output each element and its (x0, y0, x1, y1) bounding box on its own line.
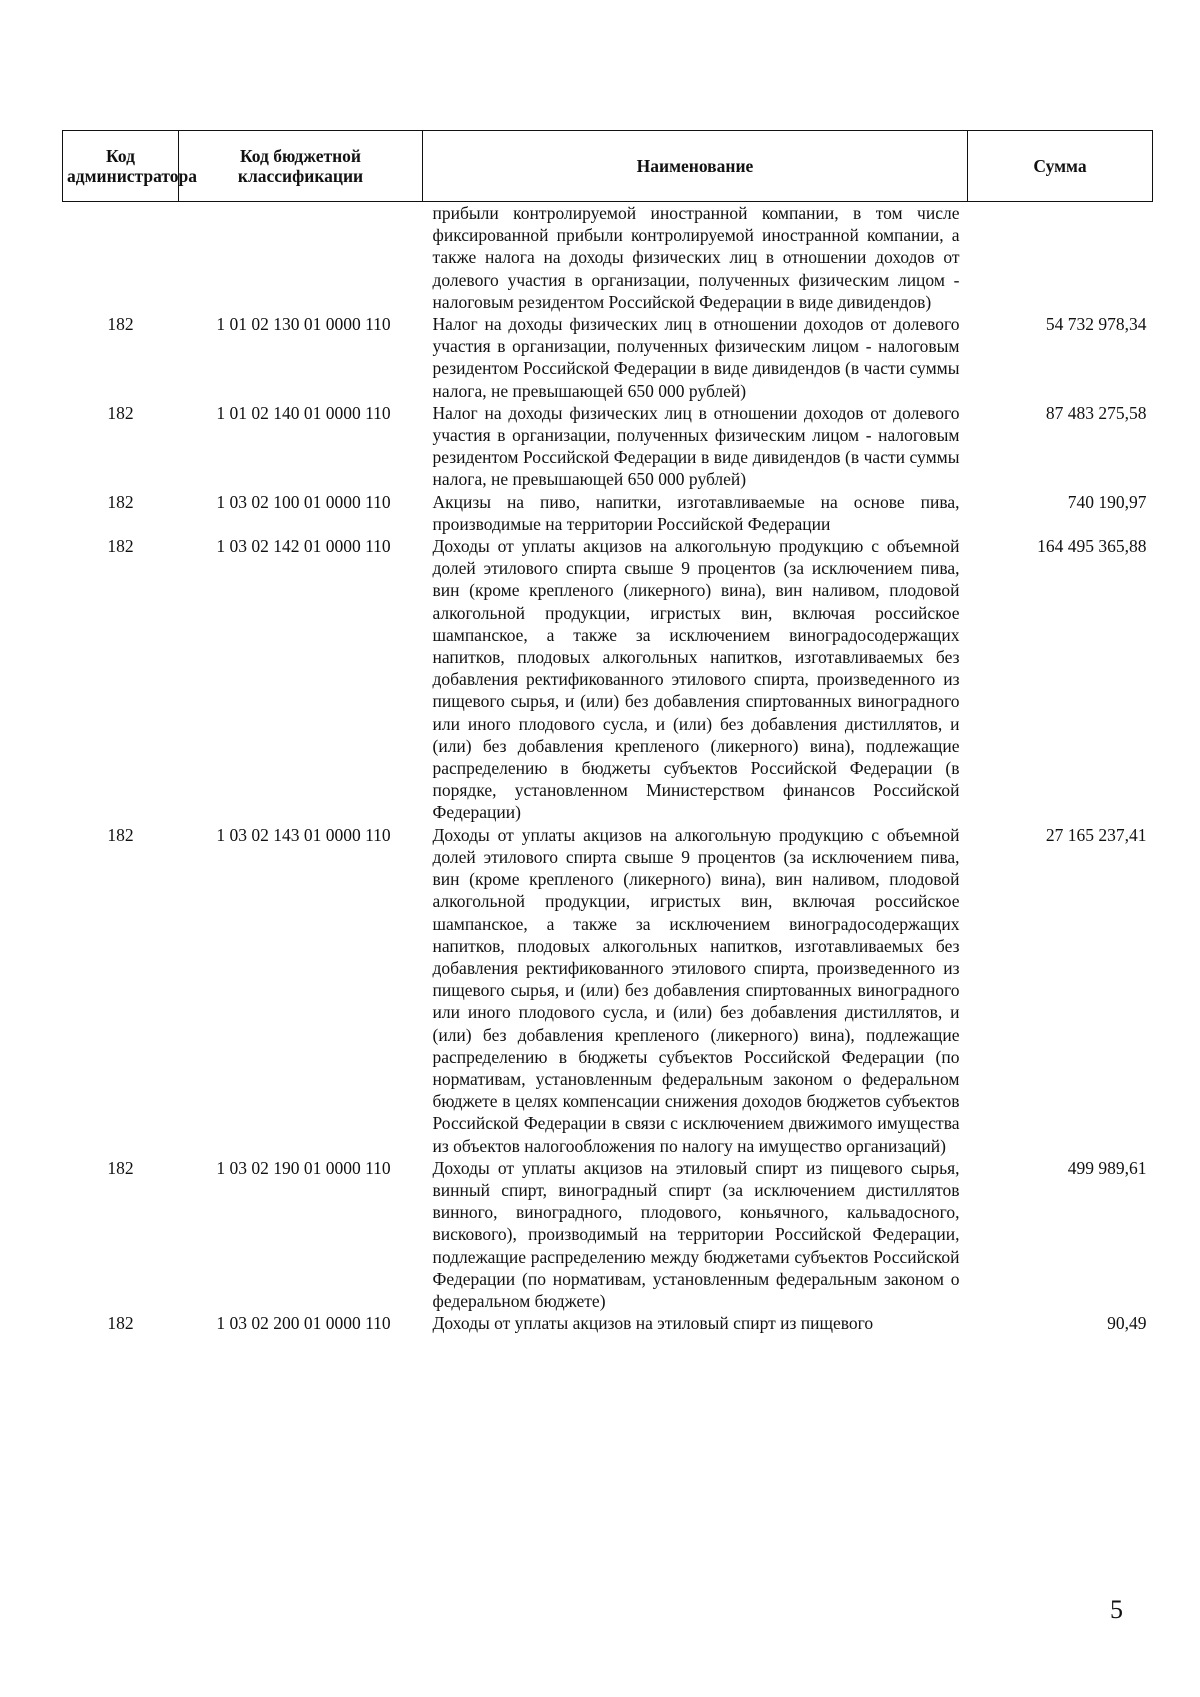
budget-code-cell: 1 01 02 130 01 0000 110 (216, 314, 391, 335)
budget-revenue-table (62, 130, 1153, 1334)
table-row (63, 202, 1153, 314)
admin-code-cell: 182 (107, 824, 134, 845)
budget-code-cell: 1 03 02 142 01 0000 110 (216, 536, 391, 557)
table-row (63, 313, 1153, 402)
table-row (63, 824, 1153, 1157)
sum-cell: 740 190,97 (1067, 491, 1147, 512)
name-cell: прибыли контролируемой иностранной компании, в том числе фиксированной прибыли контролируемой иностранной компании, а также налога на доходы физических лиц в отношении доходов от долевого участия в организации, полученных физическим лицом - налоговым резидентом Российской Федерации в виде дивидендов) (432, 203, 960, 312)
table-row (63, 535, 1153, 824)
budget-code-cell: 1 03 02 200 01 0000 110 (216, 1313, 391, 1334)
admin-code-cell: 182 (107, 1157, 134, 1178)
sum-cell: 87 483 275,58 (1045, 402, 1147, 423)
name-cell: Доходы от уплаты акцизов на алкогольную продукцию с объемной долей этилового спирта свыше 9 процентов (за исключением пива, вин (кроме крепленого (ликерного) вина), вин наливом, плодовой алкогольной продукции, игристых вин, включая российское шампанское, а также за исключением виноградосодержащих напитков, плодовых алкогольных напитков, изготавливаемых без добавления ректификованного этилового спирта, произведенного из пищевого сырья, и (или) без добавления спиртованных виноградного или иного плодового сусла, и (или) без добавления дистиллятов, и (или) без добавления крепленого (ликерного) вина), подлежащие распределению в бюджеты субъектов Российской Федерации (в порядке, установленном Министерством финансов Российской Федерации) (432, 536, 960, 823)
sum-cell: 164 495 365,88 (1037, 536, 1147, 557)
budget-code-cell: 1 03 02 143 01 0000 110 (216, 824, 391, 845)
admin-code-cell: 182 (107, 1313, 134, 1334)
table-body (63, 202, 1153, 1335)
header-budget-code: Код бюджетной классификации (179, 131, 423, 202)
sum-cell: 27 165 237,41 (1045, 824, 1147, 845)
budget-code-cell (179, 202, 423, 314)
table-row (63, 1312, 1153, 1334)
table-row (63, 491, 1153, 535)
header-admin-code: Код администратора (63, 131, 179, 202)
name-cell: Доходы от уплаты акцизов на алкогольную продукцию с объемной долей этилового спирта свыше 9 процентов (за исключением пива, вин (кроме крепленого (ликерного) вина), вин наливом, плодовой алкогольной продукции, игристых вин, включая российское шампанское, а также за исключением виноградосодержащих напитков, плодовых алкогольных напитков, изготавливаемых без добавления ректификованного этилового спирта, произведенного из пищевого сырья, и (или) без добавления спиртованных виноградного или иного плодового сусла, и (или) без добавления дистиллятов, и (или) без добавления крепленого (ликерного) вина), подлежащие распределению в бюджеты субъектов Российской Федерации (по нормативам, установленным федеральным законом о федеральном бюджете в целях компенсации снижения доходов бюджетов субъектов Российской Федерации в связи с исключением движимого имущества из объектов налогообложения по налогу на имущество организаций) (432, 824, 960, 1156)
table-header (63, 131, 1153, 202)
table-row (63, 1157, 1153, 1312)
name-cell: Налог на доходы физических лиц в отношении доходов от долевого участия в организации, полученных физическим лицом - налоговым резидентом Российской Федерации в виде дивидендов (в части суммы налога, не превышающей 650 000 рублей) (432, 314, 960, 401)
header-sum: Сумма (968, 131, 1153, 202)
name-cell: Доходы от уплаты акцизов на этиловый спирт из пищевого (432, 1313, 874, 1334)
budget-code-cell: 1 01 02 140 01 0000 110 (216, 402, 391, 423)
admin-code-cell (63, 202, 179, 314)
admin-code-cell: 182 (107, 314, 134, 335)
admin-code-cell: 182 (107, 402, 134, 423)
budget-code-cell: 1 03 02 190 01 0000 110 (216, 1157, 391, 1178)
budget-code-cell: 1 03 02 100 01 0000 110 (216, 491, 391, 512)
admin-code-cell: 182 (107, 536, 134, 557)
revenue-table-sheet (62, 130, 1152, 1334)
sum-cell: 54 732 978,34 (1045, 314, 1147, 335)
sum-cell (968, 202, 1153, 314)
name-cell: Доходы от уплаты акцизов на этиловый спирт из пищевого сырья, винный спирт, виноградный спирт (за исключением дистиллятов винного, виноградного, плодового, коньячного, кальвадосного, вискового), производимый на территории Российской Федерации, подлежащие распределению между бюджетами субъектов Российской Федерации (по нормативам, установленным федеральным законом о федеральном бюджете) (432, 1157, 960, 1311)
name-cell: Акцизы на пиво, напитки, изготавливаемые на основе пива, производимые на территории Российской Федерации (432, 491, 960, 534)
admin-code-cell: 182 (107, 491, 134, 512)
page-number: 5 (1110, 1595, 1123, 1624)
name-cell: Налог на доходы физических лиц в отношении доходов от долевого участия в организации, полученных физическим лицом - налоговым резидентом Российской Федерации в виде дивидендов (в части суммы налога, не превышающей 650 000 рублей) (432, 402, 960, 490)
sum-cell: 499 989,61 (1067, 1157, 1147, 1178)
table-row (63, 402, 1153, 491)
sum-cell: 90,49 (1107, 1313, 1147, 1334)
header-name: Наименование (423, 131, 968, 202)
